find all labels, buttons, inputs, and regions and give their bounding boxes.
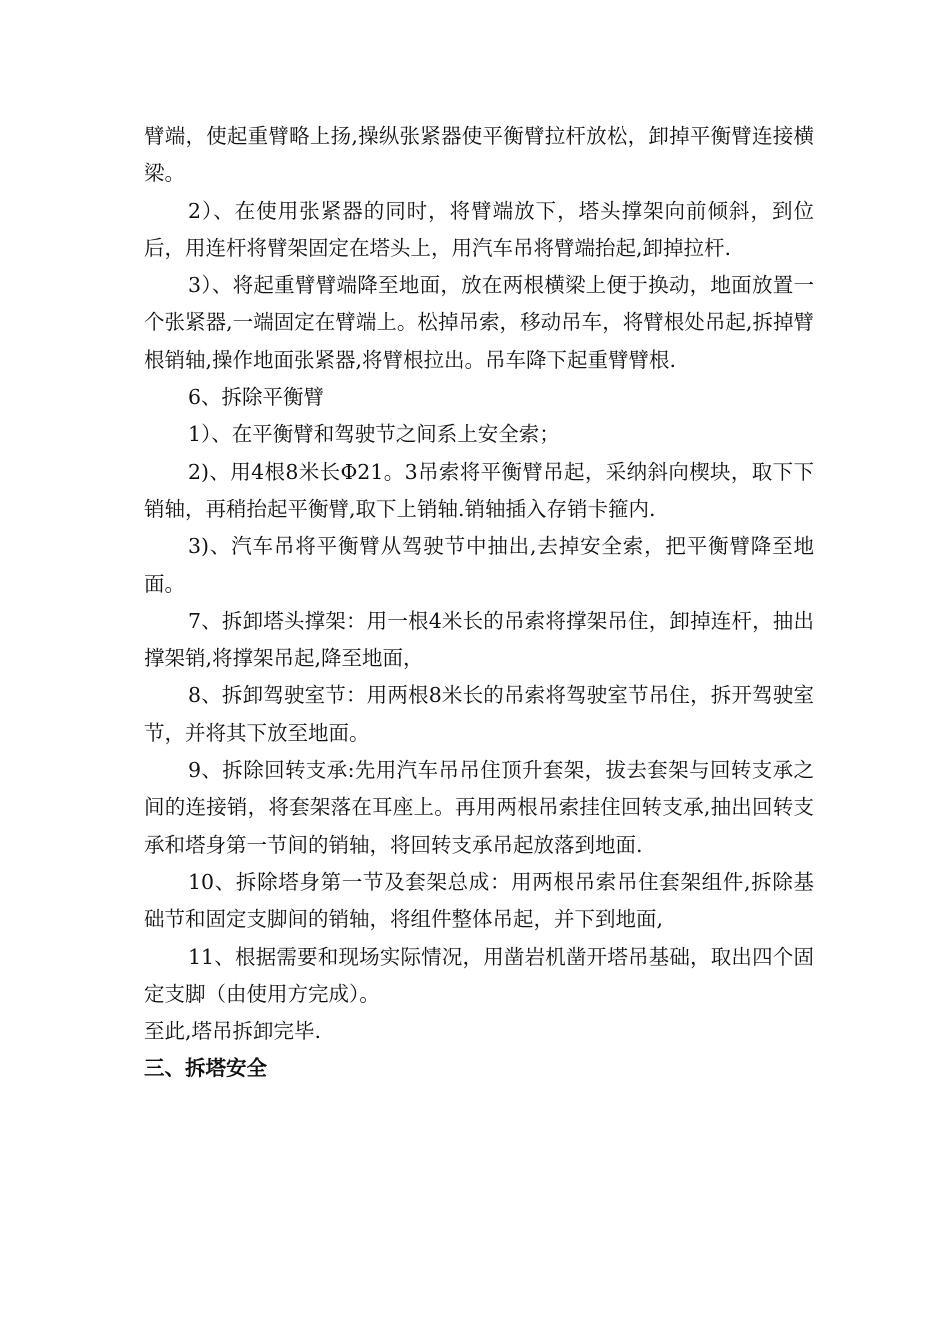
paragraph-item-6-step-3: 3)、汽车吊将平衡臂从驾驶节中抽出,去掉安全索，把平衡臂降至地面。 — [144, 534, 814, 596]
paragraph-item-6-step-2: 2)、用4根8米长Φ21。3吊索将平衡臂吊起，采纳斜向楔块，取下下销轴，再稍抬起平衡臂,取下上销轴.销轴插入存销卡箍内. — [144, 459, 814, 521]
paragraph-item-9: 9、拆除回转支承:先用汽车吊吊住顶升套架，拔去套架与回转支承之间的连接销，将套架落在耳座上。再用两根吊索挂住回转支承,抽出回转支承和塔身第一节间的销轴，将回转支承吊起放落到地面. — [144, 758, 814, 857]
paragraph-item-6-step-1: 1）、在平衡臂和驾驶节之间系上安全索； — [188, 422, 560, 447]
document-body — [144, 118, 814, 1088]
paragraph-item-11: 11、根据需要和现场实际情况，用凿岩机凿开塔吊基础，取出四个固定支脚（由使用方完成）。 — [144, 944, 814, 1006]
paragraph-item-8: 8、拆卸驾驶室节：用两根8米长的吊索将驾驶室节吊住，拆开驾驶室节，并将其下放至地面。 — [144, 683, 814, 745]
paragraph-step-2: 2）、在使用张紧器的同时，将臂端放下，塔头撑架向前倾斜，到位后，用连杆将臂架固定在塔头上，用汽车吊将臂端抬起,卸掉拉杆. — [144, 198, 814, 260]
paragraph-item-7: 7、拆卸塔头撑架：用一根4米长的吊索将撑架吊住，卸掉连杆，抽出撑架销,将撑架吊起,降至地面， — [144, 608, 814, 671]
section-heading: 三、拆塔安全 — [144, 1056, 267, 1081]
paragraph-step-3: 3）、将起重臂臂端降至地面，放在两根横梁上便于换动，地面放置一个张紧器,一端固定在臂端上。松掉吊索，移动吊车，将臂根处吊起,拆掉臂根销轴,操作地面张紧器,将臂根拉出。吊车降下起重臂臂根. — [144, 273, 814, 372]
paragraph-continuation: 臂端，使起重臂略上扬,操纵张紧器使平衡臂拉杆放松，卸掉平衡臂连接横梁。 — [144, 124, 814, 186]
paragraph-item-10: 10、拆除塔身第一节及套架总成：用两根吊索吊住套架组件,拆除基础节和固定支脚间的销轴，将组件整体吊起，并下到地面, — [144, 869, 814, 932]
paragraph-conclusion: 至此,塔吊拆卸完毕. — [144, 1019, 322, 1044]
paragraph-item-6: 6、拆除平衡臂 — [188, 385, 325, 410]
